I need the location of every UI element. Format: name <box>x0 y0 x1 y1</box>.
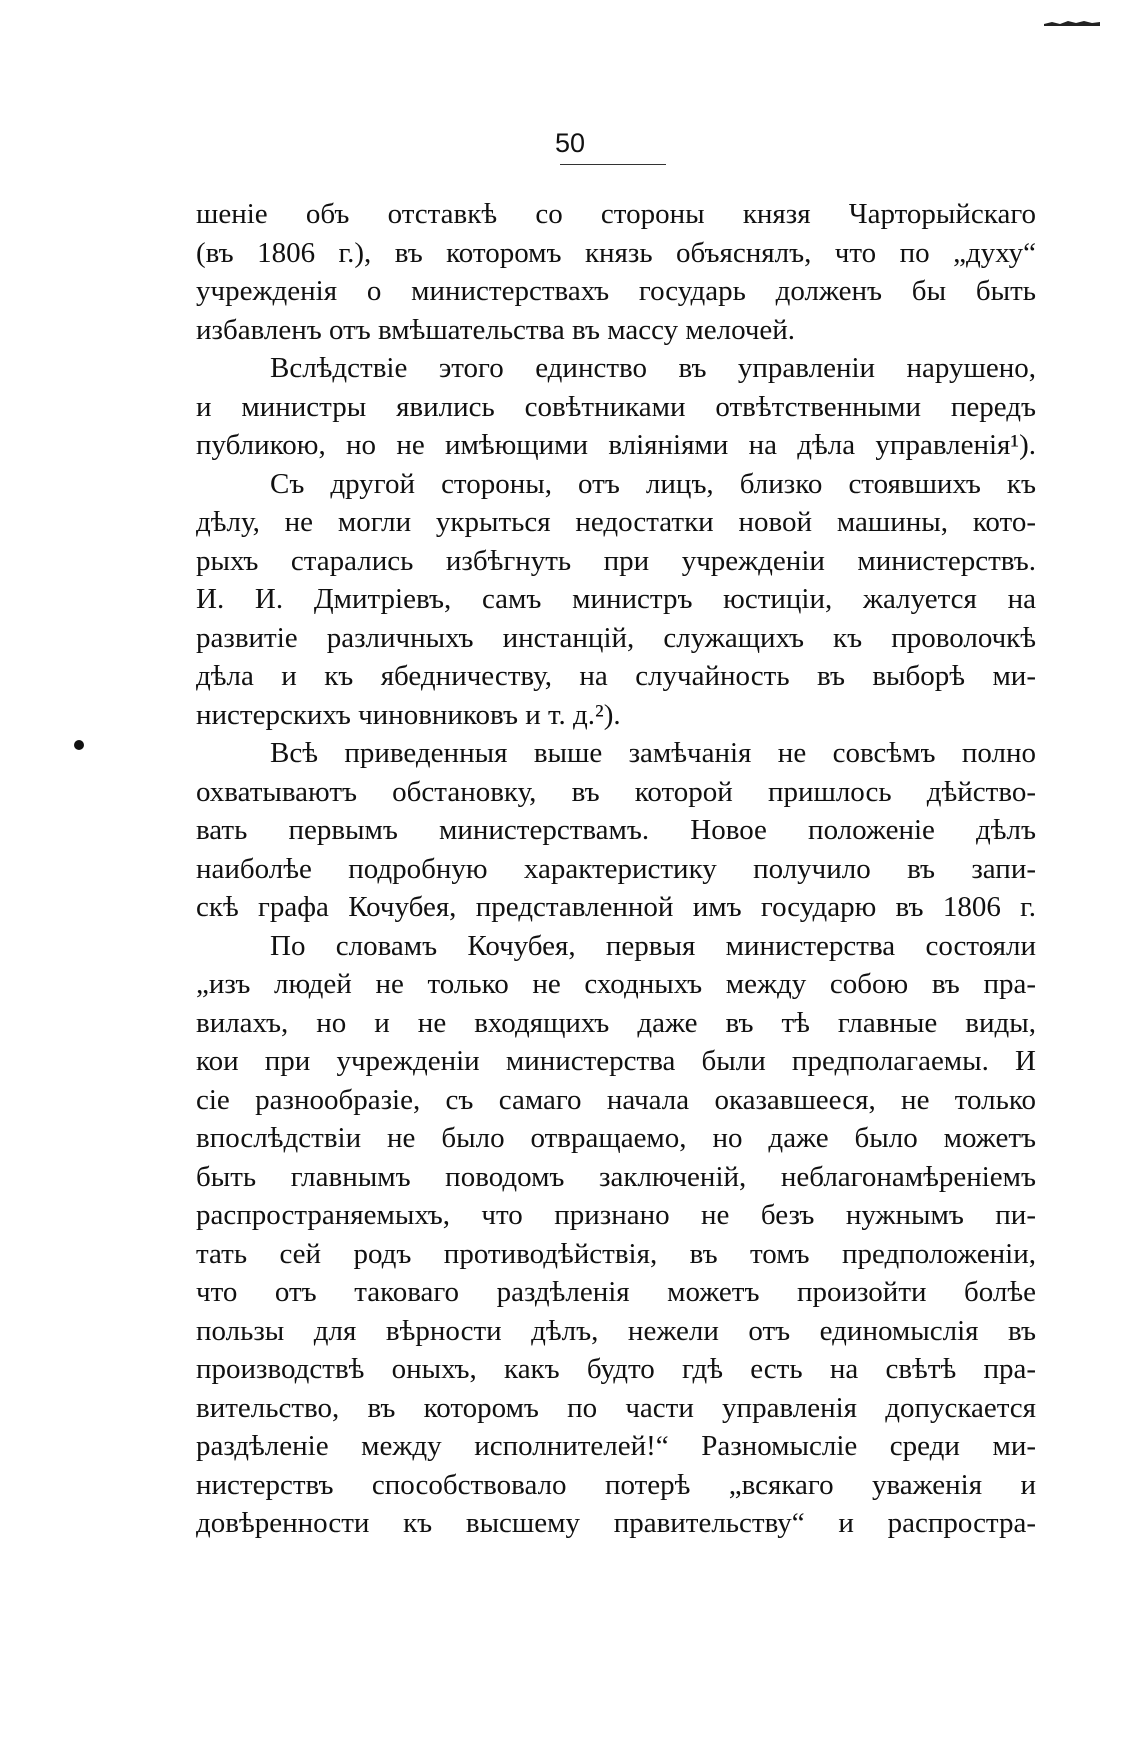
text-line: охватываютъ обстановку, въ которой пришлось дѣйство- <box>196 775 1036 808</box>
text-line: Всѣ приведенныя выше замѣчанія не совсѣмъ полно <box>270 737 1036 769</box>
text-line: впослѣдствіи не было отвращаемо, но даже было можетъ <box>196 1122 1036 1154</box>
text-line: развитіе различныхъ инстанцій, служащихъ къ проволочкѣ <box>196 621 1036 654</box>
text-line: тать сей родъ противодѣйствія, въ томъ предположеніи, <box>196 1237 1036 1270</box>
text-line: учрежденія о министерствахъ государь долженъ бы быть <box>196 275 1036 307</box>
text-line: что отъ таковаго раздѣленія можетъ произойти болѣе <box>196 1276 1036 1308</box>
text-line: нистерскихъ чиновниковъ и т. д.²). <box>196 698 621 731</box>
text-line: По словамъ Кочубея, первыя министерства состояли <box>270 929 1036 962</box>
page-number-rule <box>560 164 666 165</box>
text-line: и министры явились совѣтниками отвѣтственными передъ <box>196 390 1036 423</box>
text-line: вительство, въ которомъ по части управленія допускается <box>196 1391 1036 1424</box>
text-line: Съ другой стороны, отъ лицъ, близко стоявшихъ къ <box>270 467 1036 500</box>
text-line: нистерствъ способствовало потерѣ „всякаго уваженія и <box>196 1468 1036 1501</box>
text-line: И. И. Дмитріевъ, самъ министръ юстиціи, жалуется на <box>196 583 1036 615</box>
text-line: вилахъ, но и не входящихъ даже въ тѣ главные виды, <box>196 1006 1036 1039</box>
margin-dot <box>74 740 84 750</box>
text-line: рыхъ старались избѣгнуть при учрежденіи министерствъ. <box>196 544 1036 577</box>
text-line: довѣренности къ высшему правительству“ и распростра- <box>196 1507 1036 1539</box>
text-line: (въ 1806 г.), въ которомъ князь объяснялъ, что по „духу“ <box>196 236 1036 269</box>
text-line: дѣлу, не могли укрыться недостатки новой машины, кото- <box>196 506 1036 538</box>
text-line: распространяемыхъ, что признано не безъ нужнымъ пи- <box>196 1199 1036 1231</box>
text-line: публикою, но не имѣющими вліяніями на дѣла управленія¹). <box>196 429 1036 461</box>
text-line: раздѣленіе между исполнителей!“ Разномысліе среди ми- <box>196 1430 1036 1462</box>
text-line: избавленъ отъ вмѣшательства въ массу мелочей. <box>196 313 796 346</box>
text-line: вать первымъ министерствамъ. Новое положеніе дѣлъ <box>196 814 1036 846</box>
text-line: кои при учрежденіи министерства были предполагаемы. И <box>196 1045 1036 1077</box>
text-line: скѣ графа Кочубея, представленной имъ государю въ 1806 г. <box>196 891 1036 923</box>
text-line: быть главнымъ поводомъ заключеній, неблагонамѣреніемъ <box>196 1160 1036 1193</box>
text-line: сіе разнообразіе, съ самаго начала оказавшееся, не только <box>196 1083 1036 1116</box>
text-line: шеніе объ отставкѣ со стороны князя Чарторыйскаго <box>196 198 1036 230</box>
text-line: Вслѣдствіе этого единство въ управленіи нарушено, <box>270 352 1036 384</box>
text-line: дѣла и къ ябедничеству, на случайность въ выборѣ ми- <box>196 660 1036 692</box>
body-text <box>196 195 1036 1543</box>
page-number: 50 <box>554 128 586 158</box>
text-line: производствѣ оныхъ, какъ будто гдѣ есть на свѣтѣ пра- <box>196 1353 1036 1385</box>
text-line: наиболѣе подробную характеристику получило въ запи- <box>196 852 1036 885</box>
text-line: „изъ людей не только не сходныхъ между собою въ пра- <box>196 968 1036 1000</box>
scan-artifact-mark <box>1042 18 1102 28</box>
text-line: пользы для вѣрности дѣлъ, нежели отъ единомыслія въ <box>196 1314 1036 1347</box>
